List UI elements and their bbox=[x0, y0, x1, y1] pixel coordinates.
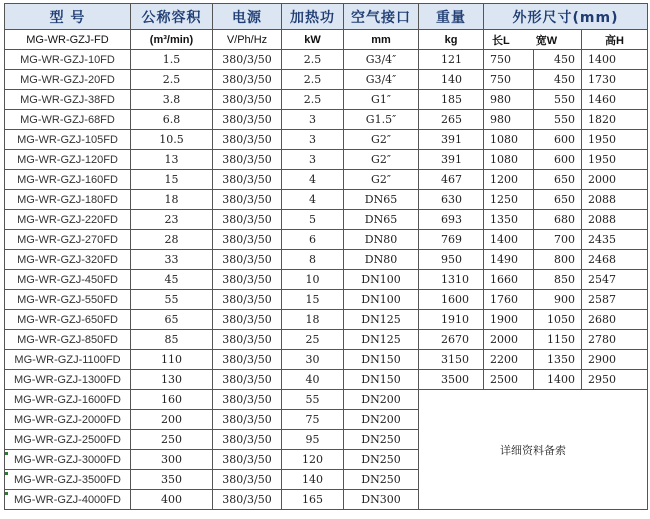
weight-cell: 693 bbox=[419, 210, 484, 230]
table-row bbox=[5, 50, 648, 70]
power-cell: 380/3/50 bbox=[213, 290, 282, 310]
width-cell: 600 bbox=[534, 150, 582, 170]
width-cell: 900 bbox=[534, 290, 582, 310]
model-cell: MG-WR-GZJ-1600FD bbox=[5, 390, 131, 410]
table-row bbox=[5, 290, 648, 310]
heating-cell: 6 bbox=[282, 230, 344, 250]
power-cell: 380/3/50 bbox=[213, 70, 282, 90]
length-cell: 1760 bbox=[484, 290, 534, 310]
weight-cell: 467 bbox=[419, 170, 484, 190]
power-cell: 380/3/50 bbox=[213, 410, 282, 430]
capacity-cell: 55 bbox=[131, 290, 213, 310]
spec-table bbox=[4, 3, 648, 510]
heating-cell: 140 bbox=[282, 470, 344, 490]
unit-row bbox=[5, 30, 648, 50]
air-port-cell: G2″ bbox=[344, 170, 419, 190]
air-port-cell: G3/4″ bbox=[344, 50, 419, 70]
capacity-cell: 3.8 bbox=[131, 90, 213, 110]
weight-cell: 140 bbox=[419, 70, 484, 90]
model-cell: MG-WR-GZJ-120FD bbox=[5, 150, 131, 170]
capacity-cell: 13 bbox=[131, 150, 213, 170]
height-cell: 2587 bbox=[582, 290, 648, 310]
width-cell: 850 bbox=[534, 270, 582, 290]
height-cell: 2468 bbox=[582, 250, 648, 270]
capacity-cell: 18 bbox=[131, 190, 213, 210]
table-row bbox=[5, 270, 648, 290]
air-port-cell: DN250 bbox=[344, 470, 419, 490]
capacity-cell: 10.5 bbox=[131, 130, 213, 150]
table-row bbox=[5, 150, 648, 170]
model-cell: MG-WR-GZJ-38FD bbox=[5, 90, 131, 110]
header-air-port: 空气接口 bbox=[344, 4, 419, 30]
power-cell: 380/3/50 bbox=[213, 350, 282, 370]
model-cell: MG-WR-GZJ-550FD bbox=[5, 290, 131, 310]
power-cell: 380/3/50 bbox=[213, 250, 282, 270]
heating-cell: 75 bbox=[282, 410, 344, 430]
header-row bbox=[5, 4, 648, 30]
heating-cell: 18 bbox=[282, 310, 344, 330]
model-cell: MG-WR-GZJ-2000FD bbox=[5, 410, 131, 430]
air-port-cell: DN125 bbox=[344, 330, 419, 350]
air-port-cell: DN250 bbox=[344, 430, 419, 450]
width-cell: 550 bbox=[534, 110, 582, 130]
model-cell: MG-WR-GZJ-450FD bbox=[5, 270, 131, 290]
capacity-cell: 2.5 bbox=[131, 70, 213, 90]
length-cell: 1900 bbox=[484, 310, 534, 330]
height-cell: 2435 bbox=[582, 230, 648, 250]
length-cell: 1080 bbox=[484, 130, 534, 150]
heating-cell: 3 bbox=[282, 130, 344, 150]
length-cell: 2000 bbox=[484, 330, 534, 350]
capacity-cell: 160 bbox=[131, 390, 213, 410]
width-cell: 800 bbox=[534, 250, 582, 270]
width-cell: 600 bbox=[534, 130, 582, 150]
height-cell: 1460 bbox=[582, 90, 648, 110]
capacity-cell: 200 bbox=[131, 410, 213, 430]
air-port-cell: G3/4″ bbox=[344, 70, 419, 90]
weight-cell: 1910 bbox=[419, 310, 484, 330]
model-cell: MG-WR-GZJ-1300FD bbox=[5, 370, 131, 390]
power-unit: V/Ph/Hz bbox=[213, 30, 282, 50]
air-port-cell: DN150 bbox=[344, 370, 419, 390]
length-cell: 2200 bbox=[484, 350, 534, 370]
table-row bbox=[5, 330, 648, 350]
heating-cell: 4 bbox=[282, 170, 344, 190]
power-cell: 380/3/50 bbox=[213, 50, 282, 70]
table-row bbox=[5, 210, 648, 230]
width-cell: 1350 bbox=[534, 350, 582, 370]
height-cell: 1950 bbox=[582, 130, 648, 150]
height-cell: 1730 bbox=[582, 70, 648, 90]
width-cell: 1400 bbox=[534, 370, 582, 390]
model-family: MG-WR-GZJ-FD bbox=[5, 30, 131, 50]
air-port-cell: DN100 bbox=[344, 270, 419, 290]
width-cell: 550 bbox=[534, 90, 582, 110]
header-model: 型 号 bbox=[5, 4, 131, 30]
power-cell: 380/3/50 bbox=[213, 190, 282, 210]
model-cell: MG-WR-GZJ-1100FD bbox=[5, 350, 131, 370]
length-label: 长L bbox=[492, 34, 510, 47]
table-row bbox=[5, 190, 648, 210]
model-cell: MG-WR-GZJ-105FD bbox=[5, 130, 131, 150]
length-cell: 1400 bbox=[484, 230, 534, 250]
heating-cell: 3 bbox=[282, 150, 344, 170]
model-cell: MG-WR-GZJ-2500FD bbox=[5, 430, 131, 450]
capacity-cell: 130 bbox=[131, 370, 213, 390]
width-cell: 450 bbox=[534, 70, 582, 90]
table-row bbox=[5, 110, 648, 130]
power-cell: 380/3/50 bbox=[213, 430, 282, 450]
header-dimensions: 外形尺寸(mm) bbox=[484, 4, 648, 30]
air-port-cell: DN65 bbox=[344, 190, 419, 210]
capacity-cell: 350 bbox=[131, 470, 213, 490]
height-cell: 2900 bbox=[582, 350, 648, 370]
model-cell: MG-WR-GZJ-850FD bbox=[5, 330, 131, 350]
power-cell: 380/3/50 bbox=[213, 370, 282, 390]
length-cell: 1200 bbox=[484, 170, 534, 190]
width-label: 宽W bbox=[535, 34, 558, 47]
power-cell: 380/3/50 bbox=[213, 270, 282, 290]
heating-unit: kW bbox=[282, 30, 344, 50]
length-cell: 980 bbox=[484, 110, 534, 130]
air-port-cell: DN250 bbox=[344, 450, 419, 470]
capacity-unit: (m³/min) bbox=[131, 30, 213, 50]
power-cell: 380/3/50 bbox=[213, 450, 282, 470]
power-cell: 380/3/50 bbox=[213, 110, 282, 130]
model-cell: MG-WR-GZJ-320FD bbox=[5, 250, 131, 270]
heating-cell: 165 bbox=[282, 490, 344, 510]
width-cell: 450 bbox=[534, 50, 582, 70]
weight-cell: 950 bbox=[419, 250, 484, 270]
length-cell: 1350 bbox=[484, 210, 534, 230]
model-cell: MG-WR-GZJ-220FD bbox=[5, 210, 131, 230]
air-port-cell: DN300 bbox=[344, 490, 419, 510]
model-cell: MG-WR-GZJ-160FD bbox=[5, 170, 131, 190]
power-cell: 380/3/50 bbox=[213, 130, 282, 150]
power-cell: 380/3/50 bbox=[213, 230, 282, 250]
width-cell: 680 bbox=[534, 210, 582, 230]
table-row bbox=[5, 70, 648, 90]
air-port-cell: DN100 bbox=[344, 290, 419, 310]
table-row bbox=[5, 230, 648, 250]
air-port-cell: G2″ bbox=[344, 130, 419, 150]
height-cell: 2680 bbox=[582, 310, 648, 330]
weight-cell: 121 bbox=[419, 50, 484, 70]
weight-cell: 1600 bbox=[419, 290, 484, 310]
capacity-cell: 65 bbox=[131, 310, 213, 330]
header-weight: 重量 bbox=[419, 4, 484, 30]
capacity-cell: 15 bbox=[131, 170, 213, 190]
power-cell: 380/3/50 bbox=[213, 390, 282, 410]
power-cell: 380/3/50 bbox=[213, 150, 282, 170]
heating-cell: 8 bbox=[282, 250, 344, 270]
table-row bbox=[5, 170, 648, 190]
capacity-cell: 85 bbox=[131, 330, 213, 350]
heating-cell: 120 bbox=[282, 450, 344, 470]
weight-cell: 185 bbox=[419, 90, 484, 110]
length-cell: 750 bbox=[484, 50, 534, 70]
model-cell: MG-WR-GZJ-650FD bbox=[5, 310, 131, 330]
heating-cell: 25 bbox=[282, 330, 344, 350]
air-port-unit: mm bbox=[344, 30, 419, 50]
weight-cell: 2670 bbox=[419, 330, 484, 350]
model-cell: MG-WR-GZJ-68FD bbox=[5, 110, 131, 130]
length-cell: 750 bbox=[484, 70, 534, 90]
model-cell: MG-WR-GZJ-4000FD bbox=[5, 490, 131, 510]
power-cell: 380/3/50 bbox=[213, 170, 282, 190]
air-port-cell: DN150 bbox=[344, 350, 419, 370]
model-cell: MG-WR-GZJ-270FD bbox=[5, 230, 131, 250]
weight-cell: 769 bbox=[419, 230, 484, 250]
height-label: 高H bbox=[582, 30, 648, 50]
width-cell: 700 bbox=[534, 230, 582, 250]
header-power: 电源 bbox=[213, 4, 282, 30]
height-cell: 2000 bbox=[582, 170, 648, 190]
model-cell: MG-WR-GZJ-180FD bbox=[5, 190, 131, 210]
heating-cell: 2.5 bbox=[282, 50, 344, 70]
width-cell: 650 bbox=[534, 190, 582, 210]
length-cell: 1490 bbox=[484, 250, 534, 270]
capacity-cell: 6.8 bbox=[131, 110, 213, 130]
table-row bbox=[5, 370, 648, 390]
height-cell: 1950 bbox=[582, 150, 648, 170]
air-port-cell: DN200 bbox=[344, 410, 419, 430]
height-cell: 2088 bbox=[582, 210, 648, 230]
capacity-cell: 400 bbox=[131, 490, 213, 510]
air-port-cell: DN65 bbox=[344, 210, 419, 230]
power-cell: 380/3/50 bbox=[213, 490, 282, 510]
air-port-cell: DN125 bbox=[344, 310, 419, 330]
width-cell: 1050 bbox=[534, 310, 582, 330]
heating-cell: 3 bbox=[282, 110, 344, 130]
capacity-cell: 250 bbox=[131, 430, 213, 450]
power-cell: 380/3/50 bbox=[213, 470, 282, 490]
capacity-cell: 45 bbox=[131, 270, 213, 290]
height-cell: 2950 bbox=[582, 370, 648, 390]
capacity-cell: 28 bbox=[131, 230, 213, 250]
air-port-cell: DN200 bbox=[344, 390, 419, 410]
details-on-request-note: 详细资料备索 bbox=[419, 390, 648, 510]
length-cell: 1660 bbox=[484, 270, 534, 290]
width-cell: 650 bbox=[534, 170, 582, 190]
length-cell: 980 bbox=[484, 90, 534, 110]
header-heating: 加热功 bbox=[282, 4, 344, 30]
height-cell: 2088 bbox=[582, 190, 648, 210]
weight-cell: 630 bbox=[419, 190, 484, 210]
heating-cell: 30 bbox=[282, 350, 344, 370]
height-cell: 2547 bbox=[582, 270, 648, 290]
weight-cell: 391 bbox=[419, 130, 484, 150]
table-row bbox=[5, 250, 648, 270]
length-cell: 2500 bbox=[484, 370, 534, 390]
power-cell: 380/3/50 bbox=[213, 90, 282, 110]
capacity-cell: 33 bbox=[131, 250, 213, 270]
air-port-cell: DN80 bbox=[344, 250, 419, 270]
heating-cell: 55 bbox=[282, 390, 344, 410]
heating-cell: 2.5 bbox=[282, 90, 344, 110]
air-port-cell: G2″ bbox=[344, 150, 419, 170]
table-row bbox=[5, 130, 648, 150]
heating-cell: 4 bbox=[282, 190, 344, 210]
power-cell: 380/3/50 bbox=[213, 310, 282, 330]
height-cell: 2780 bbox=[582, 330, 648, 350]
table-row bbox=[5, 310, 648, 330]
model-cell: MG-WR-GZJ-3000FD bbox=[5, 450, 131, 470]
table-row bbox=[5, 350, 648, 370]
capacity-cell: 23 bbox=[131, 210, 213, 230]
power-cell: 380/3/50 bbox=[213, 210, 282, 230]
model-cell: MG-WR-GZJ-3500FD bbox=[5, 470, 131, 490]
model-cell: MG-WR-GZJ-10FD bbox=[5, 50, 131, 70]
heating-cell: 95 bbox=[282, 430, 344, 450]
weight-cell: 1310 bbox=[419, 270, 484, 290]
weight-unit: kg bbox=[419, 30, 484, 50]
length-cell: 1080 bbox=[484, 150, 534, 170]
height-cell: 1400 bbox=[582, 50, 648, 70]
capacity-cell: 1.5 bbox=[131, 50, 213, 70]
heating-cell: 40 bbox=[282, 370, 344, 390]
table-row bbox=[5, 90, 648, 110]
length-width-label bbox=[484, 30, 582, 50]
heating-cell: 5 bbox=[282, 210, 344, 230]
air-port-cell: G1.5″ bbox=[344, 110, 419, 130]
width-cell: 1150 bbox=[534, 330, 582, 350]
header-capacity: 公称容积 bbox=[131, 4, 213, 30]
table-row bbox=[5, 390, 648, 410]
capacity-cell: 300 bbox=[131, 450, 213, 470]
heating-cell: 10 bbox=[282, 270, 344, 290]
heating-cell: 15 bbox=[282, 290, 344, 310]
weight-cell: 391 bbox=[419, 150, 484, 170]
power-cell: 380/3/50 bbox=[213, 330, 282, 350]
weight-cell: 3150 bbox=[419, 350, 484, 370]
height-cell: 1820 bbox=[582, 110, 648, 130]
weight-cell: 265 bbox=[419, 110, 484, 130]
weight-cell: 3500 bbox=[419, 370, 484, 390]
heating-cell: 2.5 bbox=[282, 70, 344, 90]
length-cell: 1250 bbox=[484, 190, 534, 210]
air-port-cell: G1″ bbox=[344, 90, 419, 110]
model-cell: MG-WR-GZJ-20FD bbox=[5, 70, 131, 90]
air-port-cell: DN80 bbox=[344, 230, 419, 250]
capacity-cell: 110 bbox=[131, 350, 213, 370]
